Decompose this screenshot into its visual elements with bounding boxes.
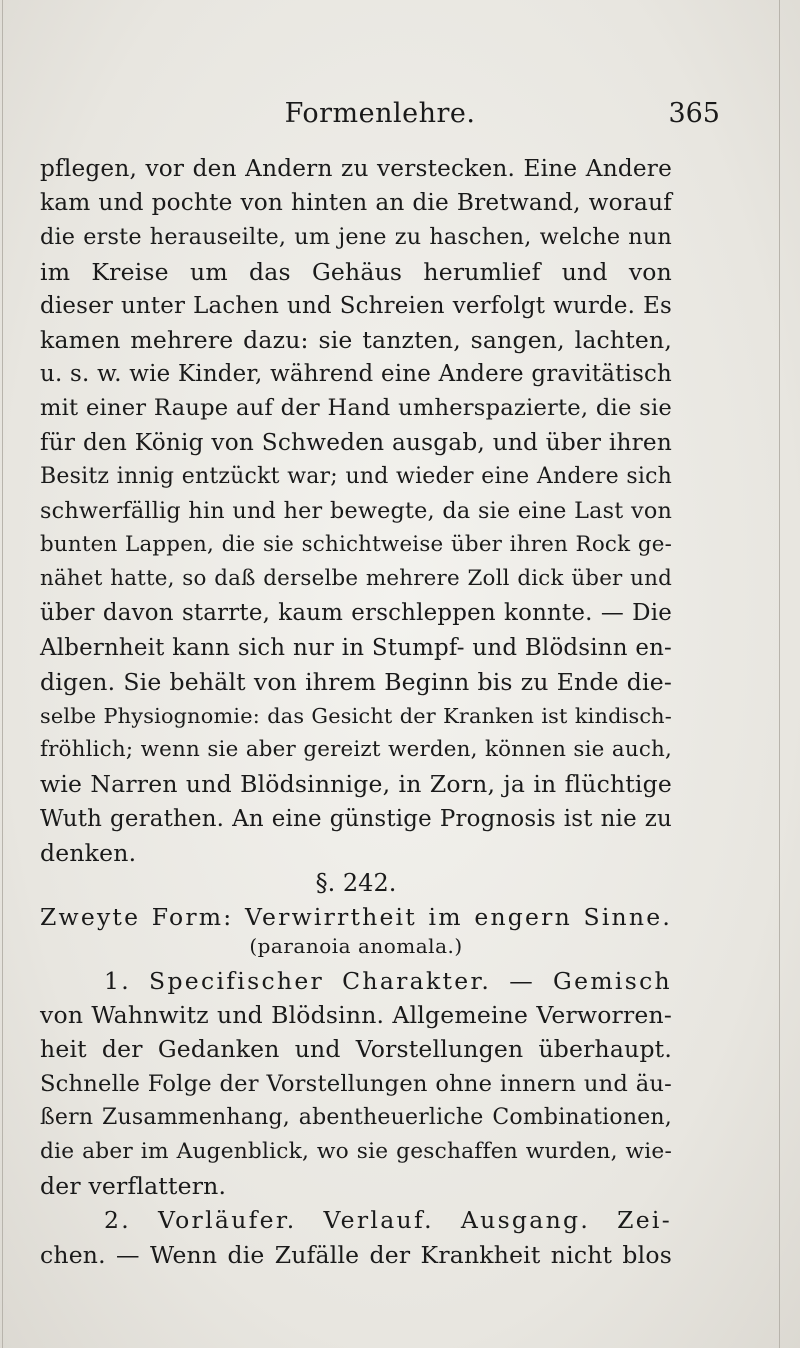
page-edge-left bbox=[2, 0, 3, 1348]
text-line: kam und pochte von hinten an die Bretwand, worauf bbox=[40, 189, 672, 217]
text-line: Besitz innig entzückt war; und wieder eine Andere sich bbox=[40, 463, 672, 489]
text-line: digen. Sie behält von ihrem Beginn bis zu Ende die- bbox=[40, 667, 672, 696]
running-title: Formenlehre. bbox=[284, 98, 476, 129]
text-line: fröhlich; wenn sie aber gereizt werden, können sie auch, bbox=[40, 737, 672, 763]
section-title: Zweyte Form: Verwirrtheit im engern Sinne. bbox=[40, 903, 672, 931]
text-line: mit einer Raupe auf der Hand umherspazierte, die sie bbox=[40, 395, 672, 422]
text-line: dieser unter Lachen und Schreien verfolgt wurde. Es bbox=[40, 292, 672, 319]
section-subtitle: (paranoia anomala.) bbox=[249, 934, 463, 958]
text-line: denken. bbox=[40, 838, 137, 867]
text-line: Wuth gerathen. An eine günstige Prognosis ist nie zu bbox=[40, 805, 672, 832]
text-line: über davon starrte, kaum erschleppen konnte. — Die bbox=[40, 600, 672, 627]
text-line: 1. Specifischer Charakter. — Gemisch bbox=[104, 967, 672, 995]
paragraph-1 bbox=[40, 152, 672, 870]
text-line: selbe Physiognomie: das Gesicht der Kranken ist kindisch- bbox=[40, 704, 672, 728]
text-line: pflegen, vor den Andern zu verstecken. Eine Andere bbox=[40, 155, 672, 182]
text-line: nähet hatte, so daß derselbe mehrere Zoll dick über und bbox=[40, 566, 672, 592]
text-line: u. s. w. wie Kinder, während eine Andere gravitätisch bbox=[40, 361, 672, 388]
text-line: von Wahnwitz und Blödsinn. Allgemeine Verworren- bbox=[40, 1001, 672, 1030]
text-line: wie Narren und Blödsinnige, in Zorn, ja in flüchtige bbox=[40, 770, 672, 799]
text-line: die aber im Augenblick, wo sie geschaffen wurden, wie- bbox=[40, 1138, 672, 1164]
text-line: im Kreise um das Gehäus herumlief und von bbox=[40, 257, 672, 286]
text-line: 2. Vorläufer. Verlauf. Ausgang. Zei- bbox=[104, 1206, 672, 1235]
text-line: schwerfällig hin und her bewegte, da sie eine Last von bbox=[40, 497, 672, 524]
text-line: chen. — Wenn die Zufälle der Krankheit nicht blos bbox=[40, 1240, 672, 1269]
text-line: für den König von Schweden ausgab, und über ihren bbox=[40, 428, 672, 456]
text-line: ßern Zusammenhang, abentheuerliche Combinationen, bbox=[40, 1104, 672, 1130]
page-header bbox=[40, 98, 720, 138]
section-number: §. 242. bbox=[315, 869, 397, 897]
text-line: der verflattern. bbox=[40, 1172, 227, 1201]
page-edge-right bbox=[779, 0, 780, 1348]
page-number: 365 bbox=[668, 98, 720, 129]
text-line: Albernheit kann sich nur in Stumpf- und Blödsinn en- bbox=[40, 634, 672, 661]
text-line: kamen mehrere dazu: sie tanzten, sangen, lachten, bbox=[40, 325, 672, 354]
text-line: die erste herauseilte, um jene zu haschen, welche nun bbox=[40, 224, 672, 251]
text-line: bunten Lappen, die sie schichtweise über ihren Rock ge- bbox=[40, 532, 672, 558]
paragraph-2 bbox=[40, 964, 672, 1272]
text-line: Schnelle Folge der Vorstellungen ohne innern und äu- bbox=[40, 1070, 672, 1097]
text-line: heit der Gedanken und Vorstellungen überhaupt. bbox=[40, 1035, 672, 1064]
